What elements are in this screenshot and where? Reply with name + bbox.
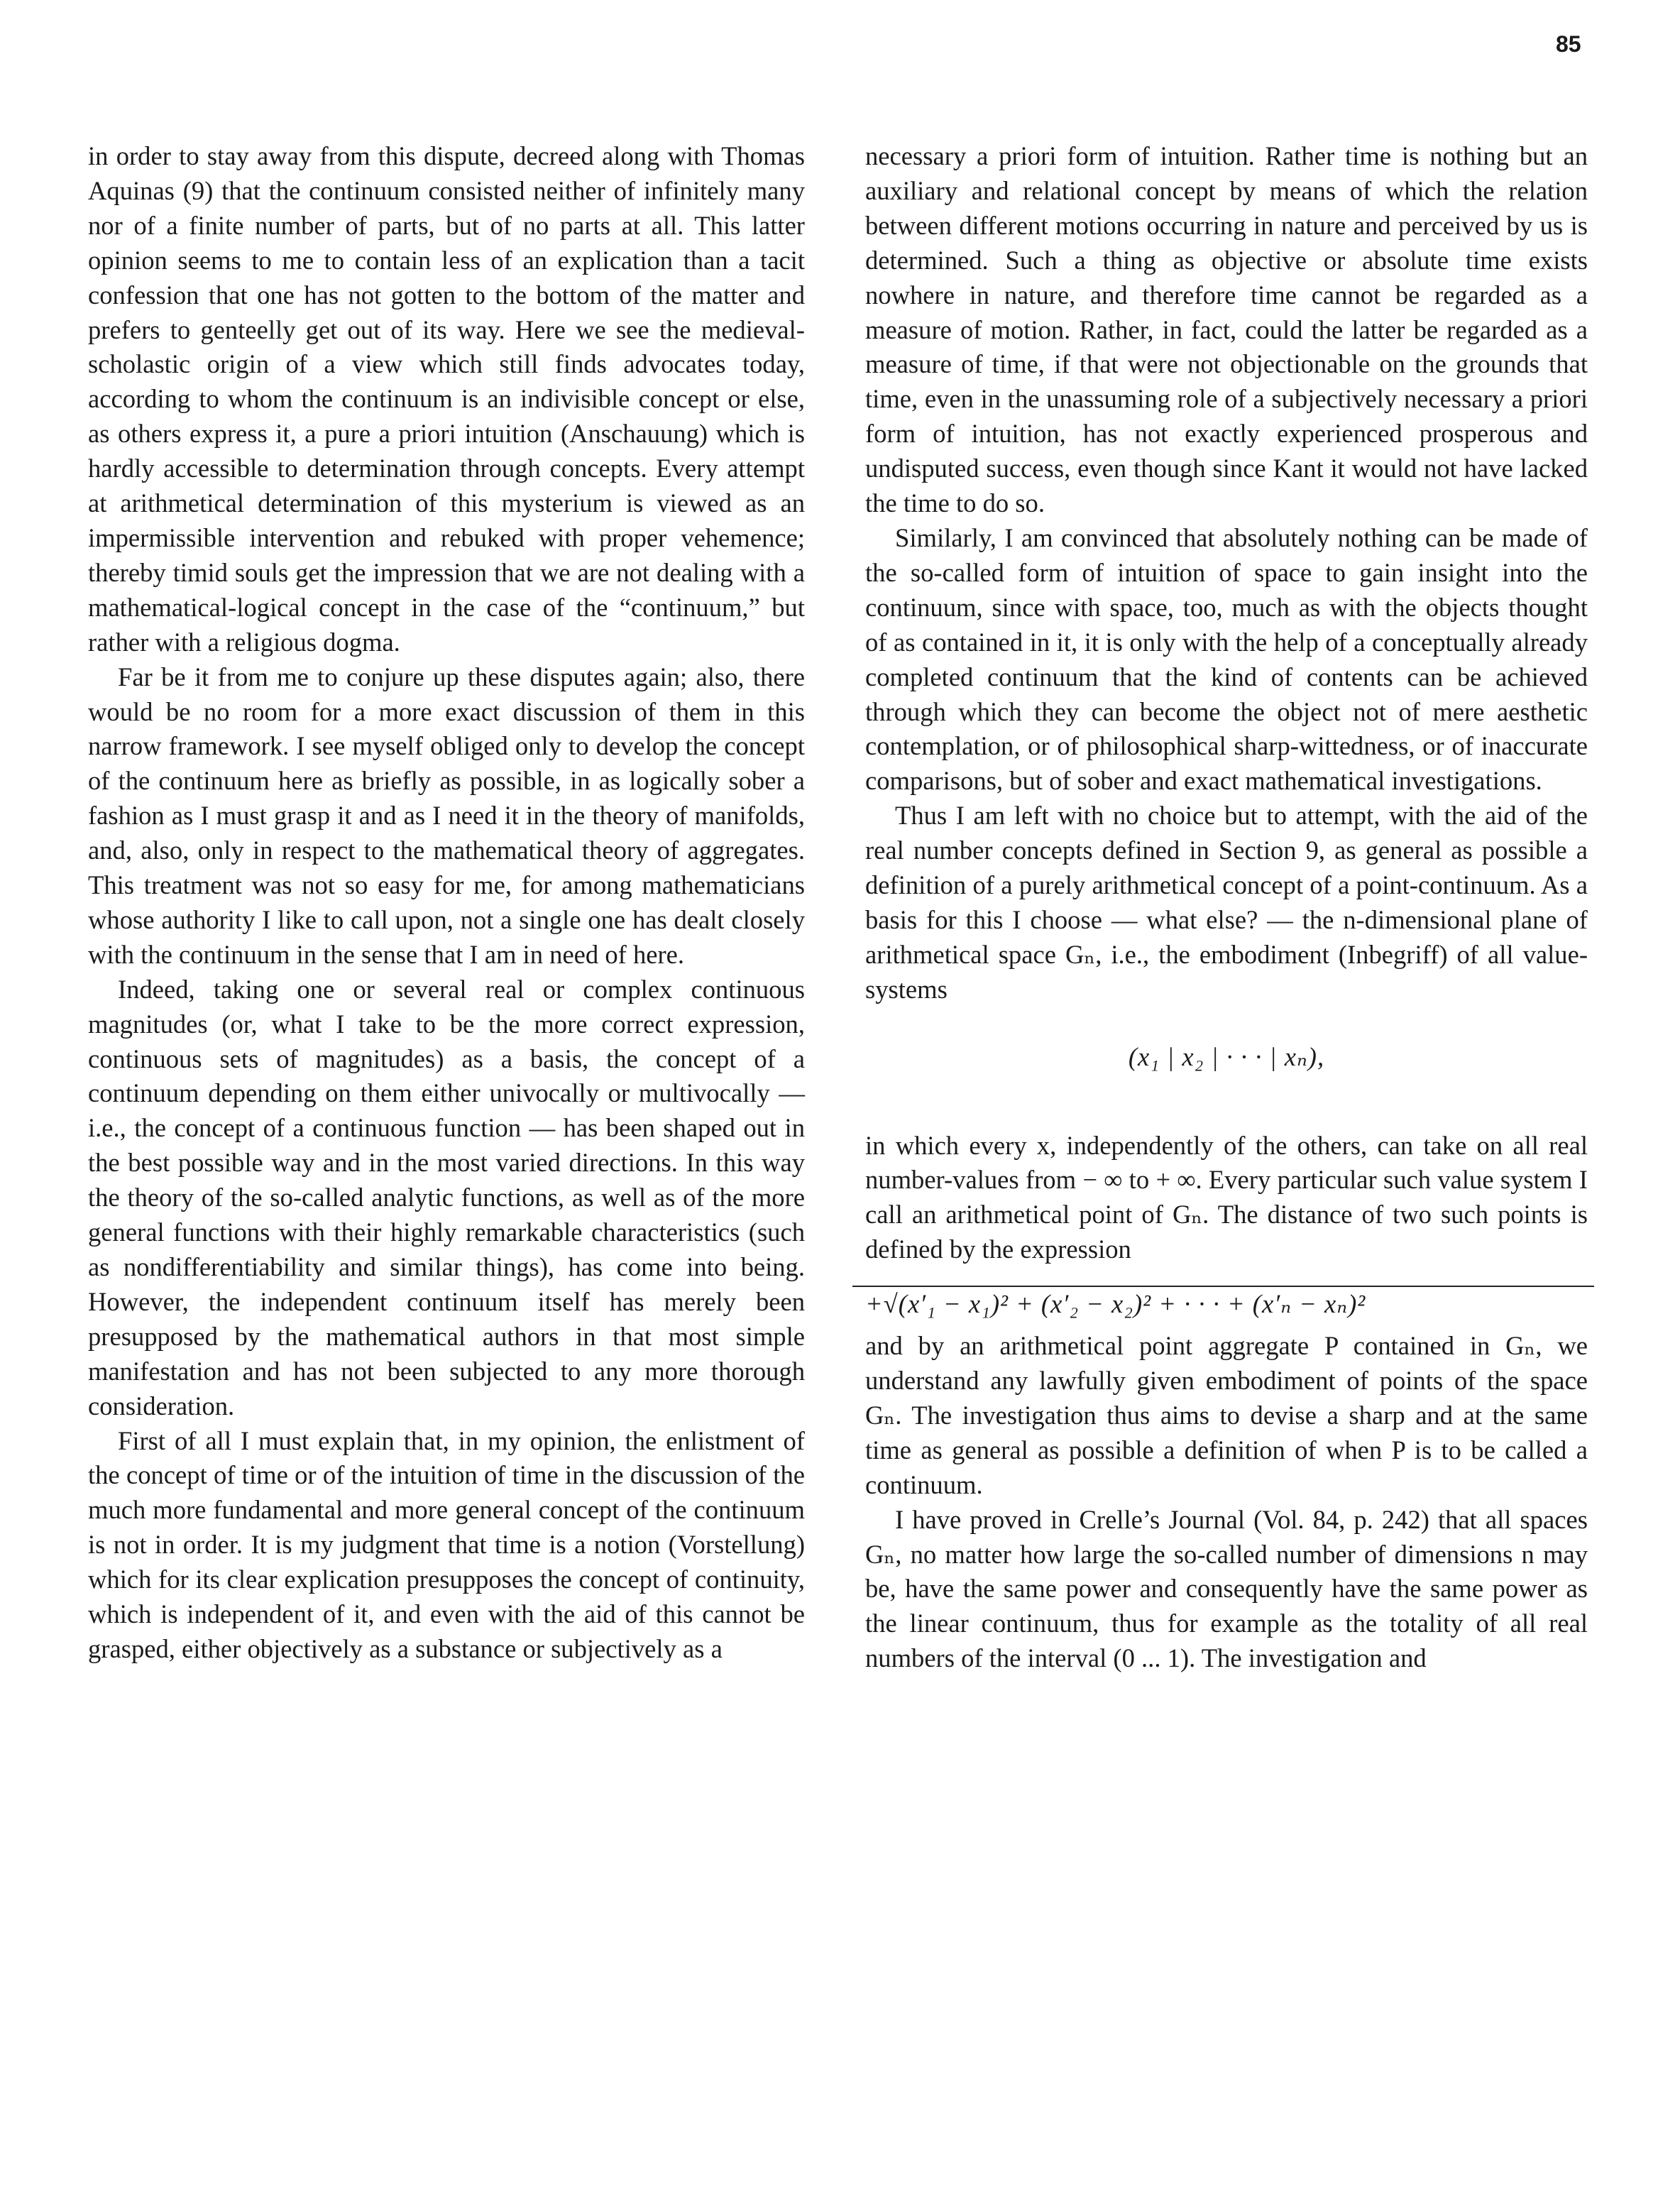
paragraph: I have proved in Crelle’s Journal (Vol. 84, p. 242) that all spaces Gₙ, no matter how large the so-called number of dimensions n may be, have the same power and consequently have the same power as the linear continuum, thus for example as the totality of all real numbers of the interval (0 ... 1). The investigation and — [865, 1504, 1588, 1673]
paragraph: in which every x, independently of the others, can take on all real number-values from − ∞ to + ∞. Every particular such value system I call an arithmetical point of Gₙ. The distance of two such points is defined by the expression — [865, 1130, 1588, 1264]
page-number: 85 — [1556, 31, 1581, 57]
paragraph: Similarly, I am convinced that absolutely nothing can be made of the so-called form of intuition of space to gain insight into the continuum, since with space, too, much as with the objects thought of as contained in it, it is only with the help of a conceptually already completed continuum that the kind of contents can be achieved through which they can become the object not of mere aesthetic contemplation, or of philosophical sharp-wittedness, or of inaccurate comparisons, but of sober and exact mathematical investigations. — [865, 522, 1588, 796]
left-column — [88, 139, 805, 1667]
value-system-formula: (x₁ | x₂ | · · · | xₙ), — [1128, 1041, 1325, 1071]
distance-formula: +√(x′₁ − x₁)² + (x′₂ − x₂)² + · · · + (x′ₙ − xₙ)² — [865, 1289, 1366, 1319]
paragraph: Indeed, taking one or several real or complex continuous magnitudes (or, what I take to be the more correct expression, continuous sets of magnitudes) as a basis, the concept of a continuum depending on them either univocally or multivocally — i.e., the concept of a continuous function — has been shaped out in the best possible way and in the most varied directions. In this way the theory of the so-called analytic functions, as well as of the more general functions with their highly remarkable characteristics (such as nondifferentiability and similar things), has come into being. However, the independent continuum itself has merely been presupposed by the mathematical authors in that most simple manifestation and has not been subjected to any more thorough consideration. — [88, 974, 805, 1420]
paragraph: in order to stay away from this dispute, decreed along with Thomas Aquinas (9) that the continuum consisted neither of infinitely many nor of a finite number of parts, but of no parts at all. This latter opinion seems to me to contain less of an explication than a tacit confession that one has not gotten to the bottom of the matter and prefers to genteelly get out of its way. Here we see the medieval-scholastic origin of a view which still finds advocates today, according to whom the continuum is an indivisible concept or else, as others express it, a pure a priori intuition (Anschauung) which is hardly accessible to determination through concepts. Every attempt at arithmetical determination of this mysterium is viewed as an impermissible intervention and rebuked with proper vehemence; thereby timid souls get the impression that we are not dealing with a mathematical-logical concept in the case of the “continuum,” but rather with a religious dogma. — [88, 141, 805, 657]
paragraph: Far be it from me to conjure up these disputes again; also, there would be no room for a more exact discussion of them in this narrow framework. I see myself obliged only to develop the concept of the continuum here as briefly as possible, in as logically sober a fashion as I must grasp it and as I need it in the theory of manifolds, and, also, only in respect to the mathematical theory of aggregates. This treatment was not so easy for me, for among mathematicians whose authority I like to call upon, not a single one has dealt closely with the continuum in the sense that I am in need of here. — [88, 662, 805, 969]
paragraph: First of all I must explain that, in my opinion, the enlistment of the concept of time or of the intuition of time in the discussion of the much more fundamental and more general concept of the continuum is not in order. It is my judgment that time is a notion (Vorstellung) which for its clear explication presupposes the concept of continuity, which is independent of it, and even with the aid of this cannot be grasped, either objectively as a substance or subjectively as a — [88, 1425, 805, 1663]
paragraph: necessary a priori form of intuition. Rather time is nothing but an auxiliary and relational concept by means of which the relation between different motions occurring in nature and perceived by us is determined. Such a thing as objective or absolute time exists nowhere in nature, and therefore time cannot be regarded as a measure of motion. Rather, in fact, could the latter be regarded as a measure of time, if that were not objectionable on the grounds that time, even in the unassuming role of a subjectively necessary a priori form of intuition, has not exactly experienced prosperous and undisputed success, even though since Kant it would not have lacked the time to do so. — [865, 141, 1588, 518]
right-column — [865, 139, 1588, 1676]
paragraph: and by an arithmetical point aggregate P contained in Gₙ, we understand any lawfully given embodiment of points of the space Gₙ. The investigation thus aims to devise a sharp and at the same time as general as possible a definition of when P is to be called a continuum. — [865, 1331, 1588, 1499]
paragraph: Thus I am left with no choice but to attempt, with the aid of the real number concepts defined in Section 9, as general as possible a definition of a purely arithmetical concept of a point-continuum. As a basis for this I choose — what else? — the n-dimensional plane of arithmetical space Gₙ, i.e., the embodiment (Inbegriff) of all value-systems — [865, 801, 1588, 1004]
